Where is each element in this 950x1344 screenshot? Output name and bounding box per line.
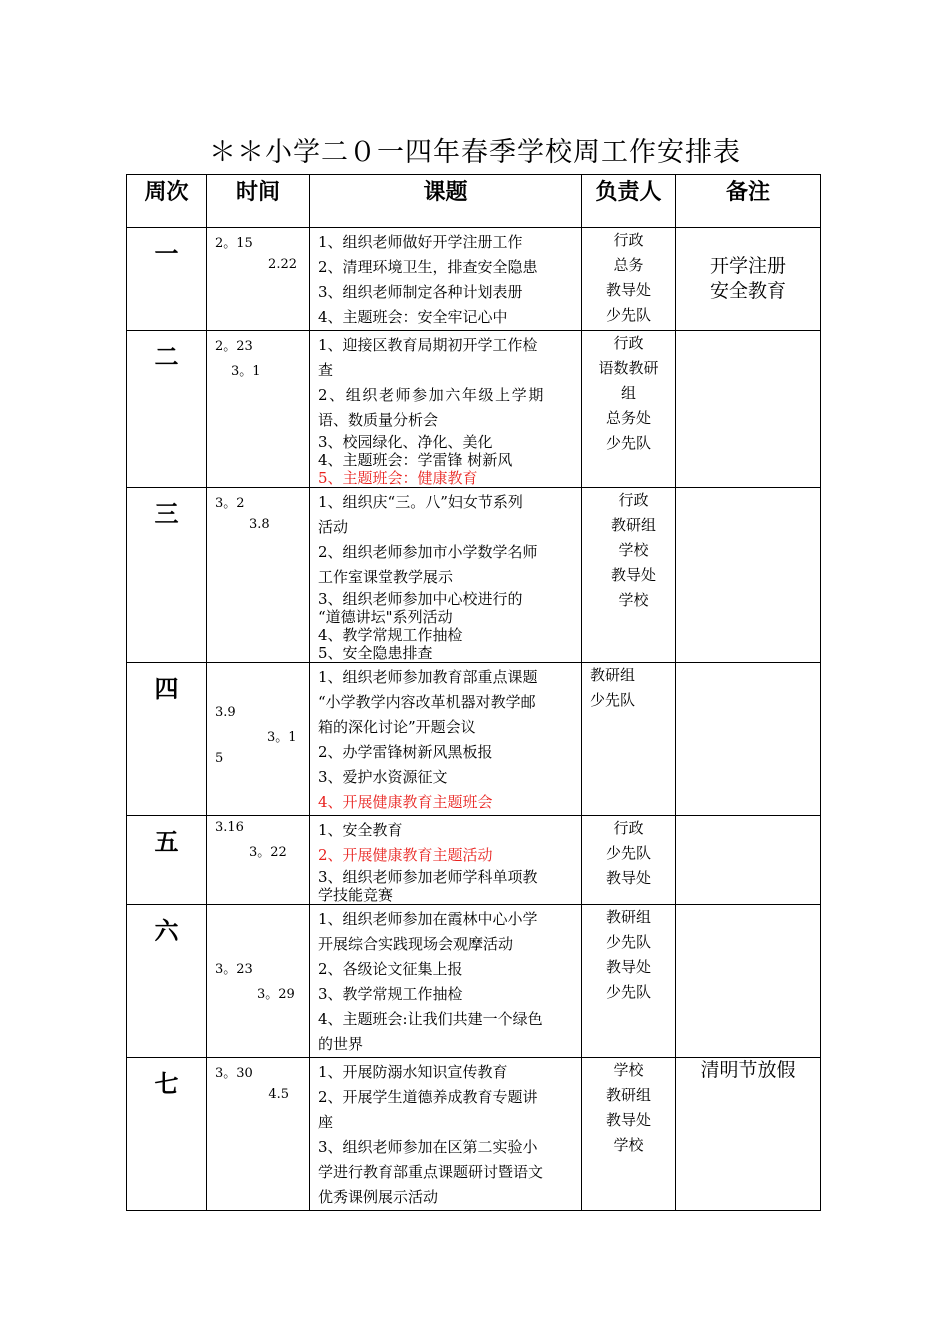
page-title: ＊＊小学二０一四年春季学校周工作安排表	[209, 137, 741, 168]
responsible-cell	[582, 1058, 676, 1211]
topic-line: 开展综合实践现场会观摩活动	[318, 935, 514, 953]
topic-line: 1、组织老师做好开学注册工作	[318, 233, 523, 251]
table-row	[127, 905, 821, 1058]
responsible-cell	[582, 331, 676, 488]
topic-line: 语、数质量分析会	[318, 411, 439, 429]
responsible-item: 总务处	[605, 409, 651, 427]
table-row	[127, 1058, 821, 1211]
table-row	[127, 331, 821, 488]
topic-line: 2、组织老师参加六年级上学期	[318, 386, 545, 404]
notes-cell	[676, 331, 821, 488]
week-cell: 四	[127, 663, 207, 816]
time-cell	[207, 663, 310, 816]
responsible-item: 学校	[613, 1136, 644, 1154]
schedule-table	[126, 174, 821, 1211]
notes-cell	[676, 816, 821, 905]
topic-line: 1、组织庆“三。八”妇女节系列	[318, 493, 523, 511]
date-end: 3.8	[249, 517, 270, 532]
note-line: 开学注册	[709, 255, 786, 277]
responsible-item: 教导处	[605, 1111, 651, 1129]
responsible-item: 少先队	[605, 306, 651, 324]
date-start: 3。2	[215, 496, 245, 511]
week-cell: 二	[127, 331, 207, 488]
date-start: 3。30	[215, 1066, 253, 1081]
responsible-item: 教研组	[590, 666, 636, 684]
topic-line: 查	[318, 361, 334, 379]
responsible-item: 行政	[613, 334, 644, 352]
header-responsible: 负责人	[582, 175, 676, 228]
time-cell	[207, 905, 310, 1058]
date-start: 3.9	[215, 705, 236, 720]
topic-line: 1、安全教育	[318, 821, 403, 839]
topic-line: 学技能竞赛	[318, 886, 394, 904]
responsible-item: 少先队	[590, 691, 636, 709]
topic-cell	[310, 331, 582, 488]
header-time: 时间	[207, 175, 310, 228]
date-end: 4.5	[268, 1087, 289, 1102]
date-end: 2.22	[268, 257, 297, 272]
responsible-item: 行政	[613, 819, 644, 837]
date-end: 3。29	[257, 987, 295, 1002]
time-cell	[207, 816, 310, 905]
week-cell: 七	[127, 1058, 207, 1211]
topic-line: 3、组织老师参加在区第二实验小	[318, 1138, 538, 1156]
topic-line: 3、校园绿化、净化、美化	[318, 433, 493, 451]
topic-line: 2、开展健康教育主题活动	[318, 846, 493, 864]
topic-line: 4、主题班会：安全牢记心中	[318, 308, 508, 326]
topic-line: 2、组织老师参加市小学数学名师	[318, 543, 538, 561]
topic-line: 优秀课例展示活动	[318, 1188, 439, 1206]
topic-line: 5、安全隐患排查	[318, 644, 433, 662]
date-start: 3。23	[215, 962, 253, 977]
week-cell: 一	[127, 228, 207, 331]
topic-line: 3、组织老师参加中心校进行的	[318, 590, 523, 608]
responsible-item: 教导处	[610, 566, 656, 584]
topic-line: 4、主题班会:让我们共建一个绿色	[318, 1010, 543, 1028]
header-notes: 备注	[676, 175, 821, 228]
responsible-item: 教研组	[610, 516, 656, 534]
responsible-cell	[582, 488, 676, 663]
topic-line: 3、教学常规工作抽检	[318, 985, 463, 1003]
responsible-item: 教导处	[605, 281, 651, 299]
topic-line: 4、教学常规工作抽检	[318, 626, 463, 644]
date-end: 3。1	[267, 730, 297, 745]
topic-line: 4、开展健康教育主题班会	[318, 793, 493, 811]
topic-line: 1、迎接区教育局期初开学工作检	[318, 336, 538, 354]
topic-line: 活动	[318, 518, 349, 536]
notes-cell	[676, 663, 821, 816]
date-end: 3。22	[249, 845, 287, 860]
responsible-item: 学校	[618, 541, 649, 559]
responsible-item: 总务	[613, 256, 644, 274]
topic-cell	[310, 905, 582, 1058]
topic-line: 5、主题班会：健康教育	[318, 469, 478, 487]
responsible-item: 组	[620, 384, 636, 402]
responsible-item: 教导处	[605, 958, 651, 976]
topic-line: 2、各级论文征集上报	[318, 960, 463, 978]
responsible-item: 少先队	[605, 844, 651, 862]
week-cell: 六	[127, 905, 207, 1058]
topic-cell	[310, 816, 582, 905]
time-cell	[207, 331, 310, 488]
table-row	[127, 228, 821, 331]
responsible-cell	[582, 905, 676, 1058]
topic-line: 学进行教育部重点课题研讨暨语文	[318, 1163, 544, 1181]
responsible-item: 学校	[618, 591, 649, 609]
date-end: 3。1	[231, 364, 261, 379]
responsible-item: 教导处	[605, 869, 651, 887]
topic-cell	[310, 1058, 582, 1211]
topic-line: 2、清理环境卫生，排查安全隐患	[318, 258, 538, 276]
responsible-item: 少先队	[605, 983, 651, 1001]
topic-cell	[310, 228, 582, 331]
topic-cell	[310, 488, 582, 663]
responsible-cell	[582, 228, 676, 331]
topic-cell	[310, 663, 582, 816]
topic-line: 4、主题班会：学雷锋 树新风	[318, 451, 513, 469]
topic-line: 3、组织老师制定各种计划表册	[318, 283, 523, 301]
week-cell: 五	[127, 816, 207, 905]
header-topic: 课题	[310, 175, 582, 228]
header-row	[127, 175, 821, 228]
responsible-item: 教研组	[605, 908, 651, 926]
responsible-item: 语数教研	[598, 359, 659, 377]
note-line: 清明节放假	[700, 1059, 796, 1081]
responsible-item: 少先队	[605, 933, 651, 951]
topic-line: 3、爱护水资源征文	[318, 768, 448, 786]
topic-line: 1、开展防溺水知识宣传教育	[318, 1063, 508, 1081]
time-cell	[207, 488, 310, 663]
topic-line: 座	[318, 1113, 334, 1131]
topic-line: 箱的深化讨论”开题会议	[318, 718, 476, 736]
date-start: 3.16	[215, 820, 244, 835]
responsible-cell	[582, 816, 676, 905]
table-row	[127, 488, 821, 663]
notes-cell	[676, 1058, 821, 1211]
topic-line: 2、开展学生道德养成教育专题讲	[318, 1088, 538, 1106]
responsible-cell	[582, 663, 676, 816]
responsible-item: 学校	[613, 1061, 644, 1079]
topic-line: “道德讲坛"系列活动	[318, 608, 453, 626]
responsible-item: 行政	[618, 491, 649, 509]
date-end-wrap: 5	[215, 751, 224, 766]
time-cell	[207, 228, 310, 331]
topic-line: 3、组织老师参加老师学科单项教	[318, 868, 538, 886]
week-cell: 三	[127, 488, 207, 663]
notes-cell	[676, 228, 821, 331]
notes-cell	[676, 488, 821, 663]
date-start: 2。23	[215, 339, 253, 354]
note-line: 安全教育	[709, 280, 786, 302]
date-start: 2。15	[215, 236, 253, 251]
time-cell	[207, 1058, 310, 1211]
responsible-item: 教研组	[605, 1086, 651, 1104]
responsible-item: 少先队	[605, 434, 651, 452]
table-row	[127, 816, 821, 905]
topic-line: 1、组织老师参加教育部重点课题	[318, 668, 538, 686]
responsible-item: 行政	[613, 231, 644, 249]
topic-line: 2、办学雷锋树新风黑板报	[318, 743, 493, 761]
topic-line: 1、组织老师参加在霞林中心小学	[318, 910, 538, 928]
topic-line: “小学教学内容改革机器对教学邮	[318, 693, 536, 711]
topic-line: 工作室课堂教学展示	[318, 568, 454, 586]
notes-cell	[676, 905, 821, 1058]
topic-line: 的世界	[318, 1035, 364, 1053]
header-week: 周次	[127, 175, 207, 228]
table-row	[127, 663, 821, 816]
